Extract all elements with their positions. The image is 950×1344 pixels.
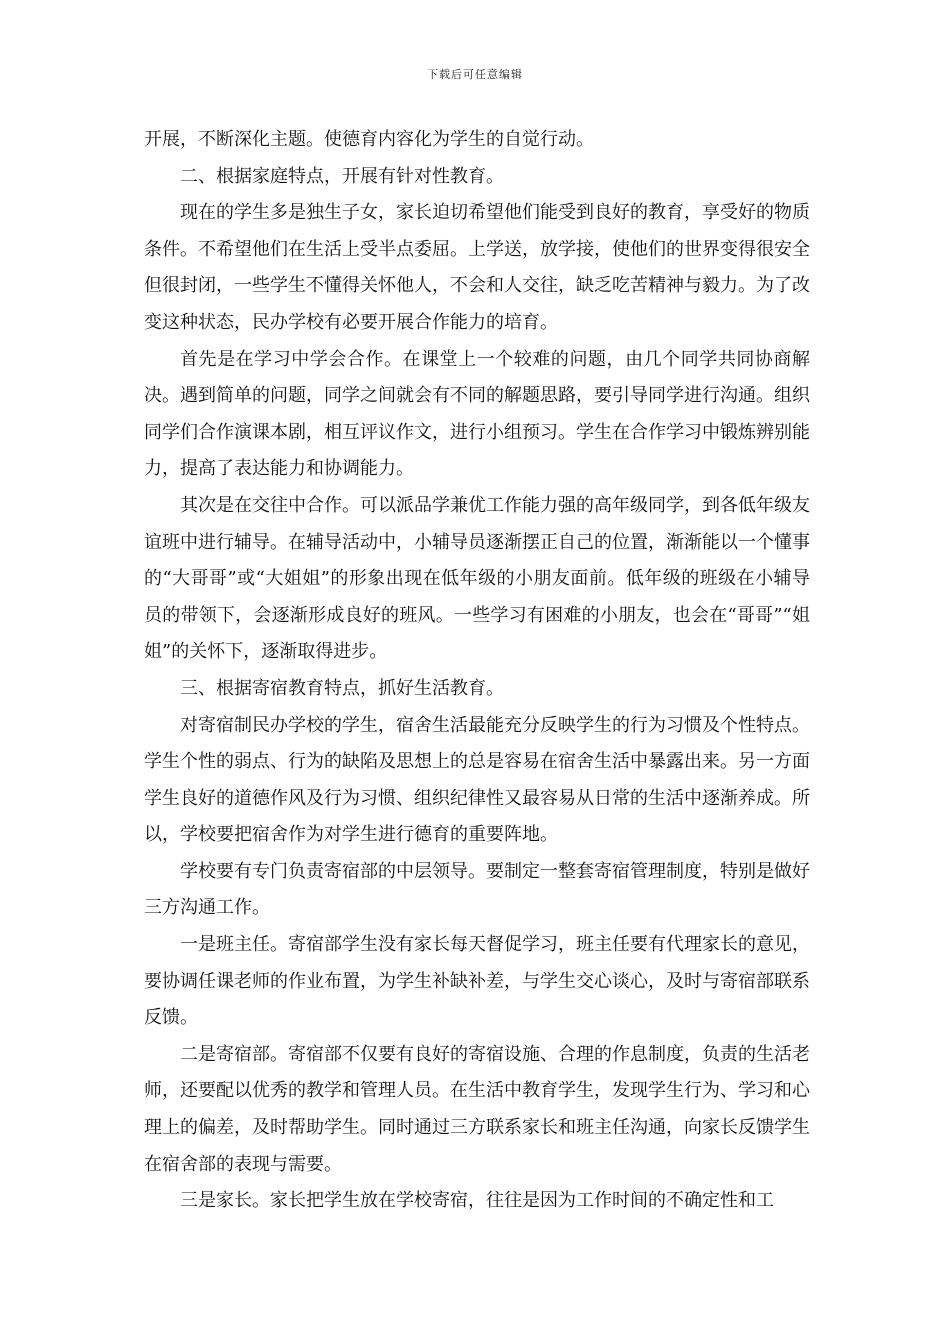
- paragraph: 首先是在学习中学会合作。在课堂上一个较难的问题，由几个同学共同协商解决。遇到简单的问题，同学之间就会有不同的解题思路，要引导同学进行沟通。组织同学们合作演课本剧，相互评议作文，进行小组预习。学生在合作学习中锻炼辨别能力，提高了表达能力和协调能力。: [144, 348, 810, 480]
- paragraph: 对寄宿制民办学校的学生，宿舍生活最能充分反映学生的行为习惯及个性特点。学生个性的弱点、行为的缺陷及思想上的总是容易在宿舍生活中暴露出来。另一方面学生良好的道德作风及行为习惯、组织纪律性又最容易从日常的生活中逐渐养成。所以，学校要把宿舍作为对学生进行德育的重要阵地。: [144, 714, 810, 846]
- document-body: [144, 122, 810, 1220]
- paragraph: 二是寄宿部。寄宿部不仅要有良好的寄宿设施、合理的作息制度，负责的生活老师，还要配以优秀的教学和管理人员。在生活中教育学生，发现学生行为、学习和心理上的偏差，及时帮助学生。同时通过三方联系家长和班主任沟通，向家长反馈学生在宿舍部的表现与需要。: [144, 1043, 810, 1175]
- section-heading: 二、根据家庭特点，开展有针对性教育。: [180, 165, 504, 187]
- paragraph: 现在的学生多是独生子女，家长迫切希望他们能受到良好的教育，享受好的物质条件。不希望他们在生活上受半点委屈。上学送，放学接，使他们的世界变得很安全但很封闭，一些学生不懂得关怀他人，不会和人交往，缺乏吃苦精神与毅力。为了改变这种状态，民办学校有必要开展合作能力的培育。: [144, 202, 810, 333]
- paragraph: 三是家长。家长把学生放在学校寄宿，往往是因为工作时间的不确定性和工: [180, 1190, 774, 1212]
- paragraph: 学校要有专门负责寄宿部的中层领导。要制定一整套寄宿管理制度，特别是做好三方沟通工作。: [144, 860, 810, 919]
- paragraph: 开展，不断深化主题。使德育内容化为学生的自觉行动。: [144, 129, 594, 150]
- paragraph: 其次是在交往中合作。可以派品学兼优工作能力强的高年级同学，到各低年级友谊班中进行辅导。在辅导活动中，小辅导员逐渐摆正自己的位置，渐渐能以一个懂事的“大哥哥”或“大姐姐”的形象出现在低年级的小朋友面前。低年级的班级在小辅导员的带领下，会逐渐形成良好的班风。一些学习有困难的小朋友，也会在“哥哥”“姐姐”的关怀下，逐渐取得进步。: [144, 494, 810, 663]
- section-heading: 三、根据寄宿教育特点，抓好生活教育。: [180, 677, 504, 699]
- page-header: 下载后可任意编辑: [427, 68, 523, 81]
- paragraph: 一是班主任。寄宿部学生没有家长每天督促学习，班主任要有代理家长的意见，要协调任课老师的作业布置，为学生补缺补差，与学生交心谈心，及时与寄宿部联系反馈。: [144, 934, 810, 1029]
